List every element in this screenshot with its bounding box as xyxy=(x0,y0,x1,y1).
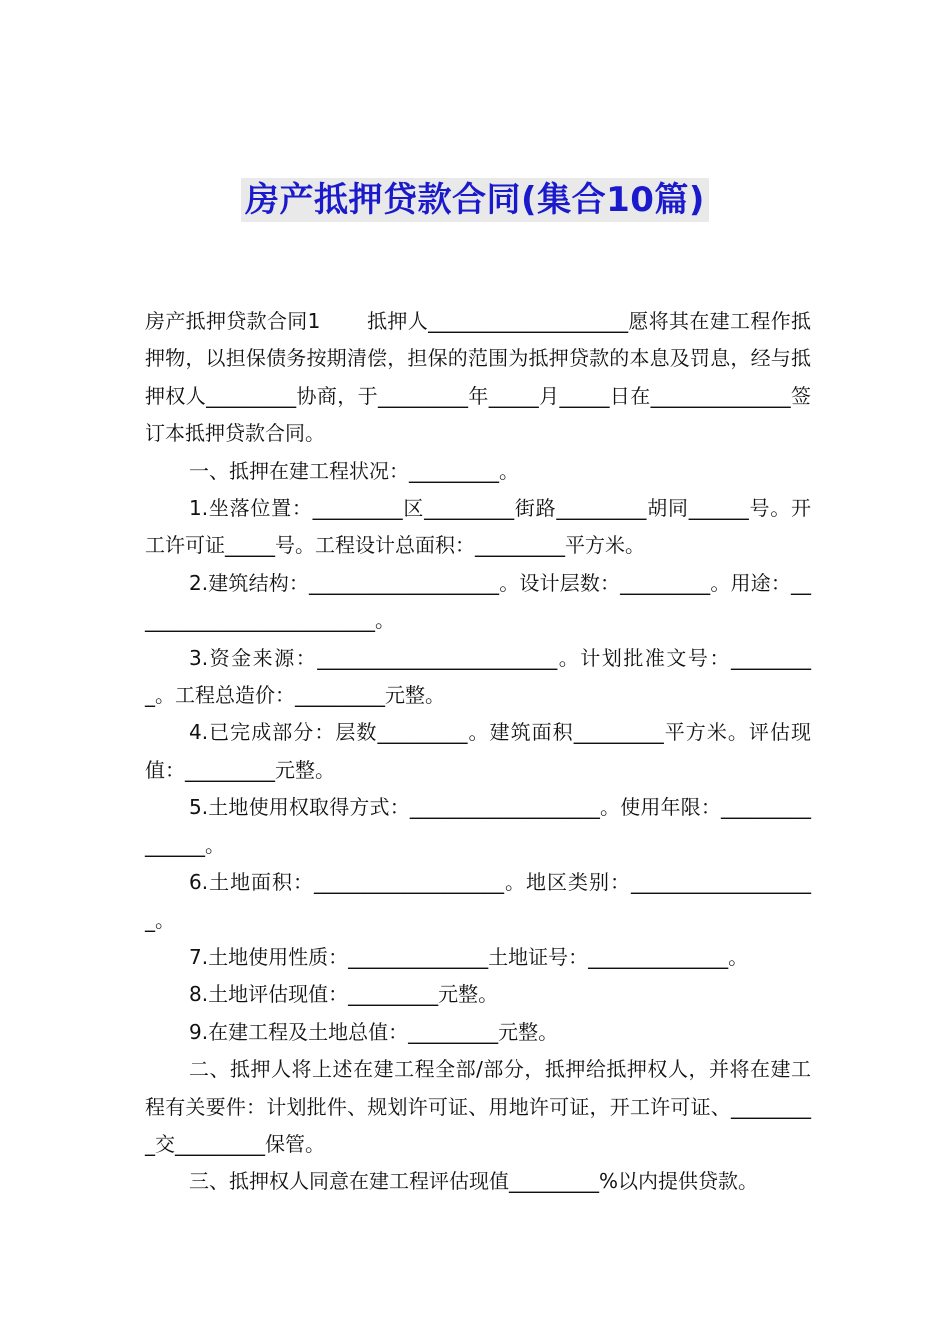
paragraph-item-8: 8.土地评估现值：_________元整。 xyxy=(189,982,499,1007)
document-title-row xyxy=(0,178,950,222)
paragraph-item-2: 2.建筑结构：___________________。设计层数：_________。用途：_________________________。 xyxy=(145,570,811,633)
document-title: 房产抵押贷款合同(集合10篇) xyxy=(241,178,709,222)
paragraph-intro: 房产抵押贷款合同1 抵押人____________________愿将其在建工程作抵押物，以担保债务按期清偿，担保的范围为抵押贷款的本息及罚息，经与抵押权人_________协商，于_________年_____月_____日在______________签订本抵押贷款合同。 xyxy=(145,309,811,446)
paragraph-item-7: 7.土地使用性质：______________土地证号：______________。 xyxy=(189,944,749,969)
paragraph-item-5: 5.土地使用权取得方式：___________________。使用年限：_______________。 xyxy=(145,795,811,857)
paragraph-item-3: 3.资金来源：________________________。计划批准文号：_________。工程总造价：_________元整。 xyxy=(145,645,811,708)
paragraph-section-3: 三、抵押权人同意在建工程评估现值_________%以内提供贷款。 xyxy=(189,1169,759,1194)
paragraph-item-1: 1.坐落位置：_________区_________街路_________胡同______号。开工许可证_____号。工程设计总面积：_________平方米。 xyxy=(145,496,811,558)
paragraph-section-1: 一、抵押在建工程状况：_________。 xyxy=(189,458,519,483)
paragraph-item-4: 4.已完成部分：层数_________。建筑面积_________平方米。评估现值：_________元整。 xyxy=(145,720,811,782)
paragraph-section-2: 二、抵押人将上述在建工程全部/部分，抵押给抵押权人，并将在建工程有关要件：计划批件、规划许可证、用地许可证，开工许可证、_________交_________保管。 xyxy=(145,1057,811,1156)
paragraph-item-6: 6.土地面积：___________________。地区类别：___________________。 xyxy=(145,870,811,932)
paragraph-item-9: 9.在建工程及土地总值：_________元整。 xyxy=(189,1019,559,1044)
document-body xyxy=(145,303,811,1201)
